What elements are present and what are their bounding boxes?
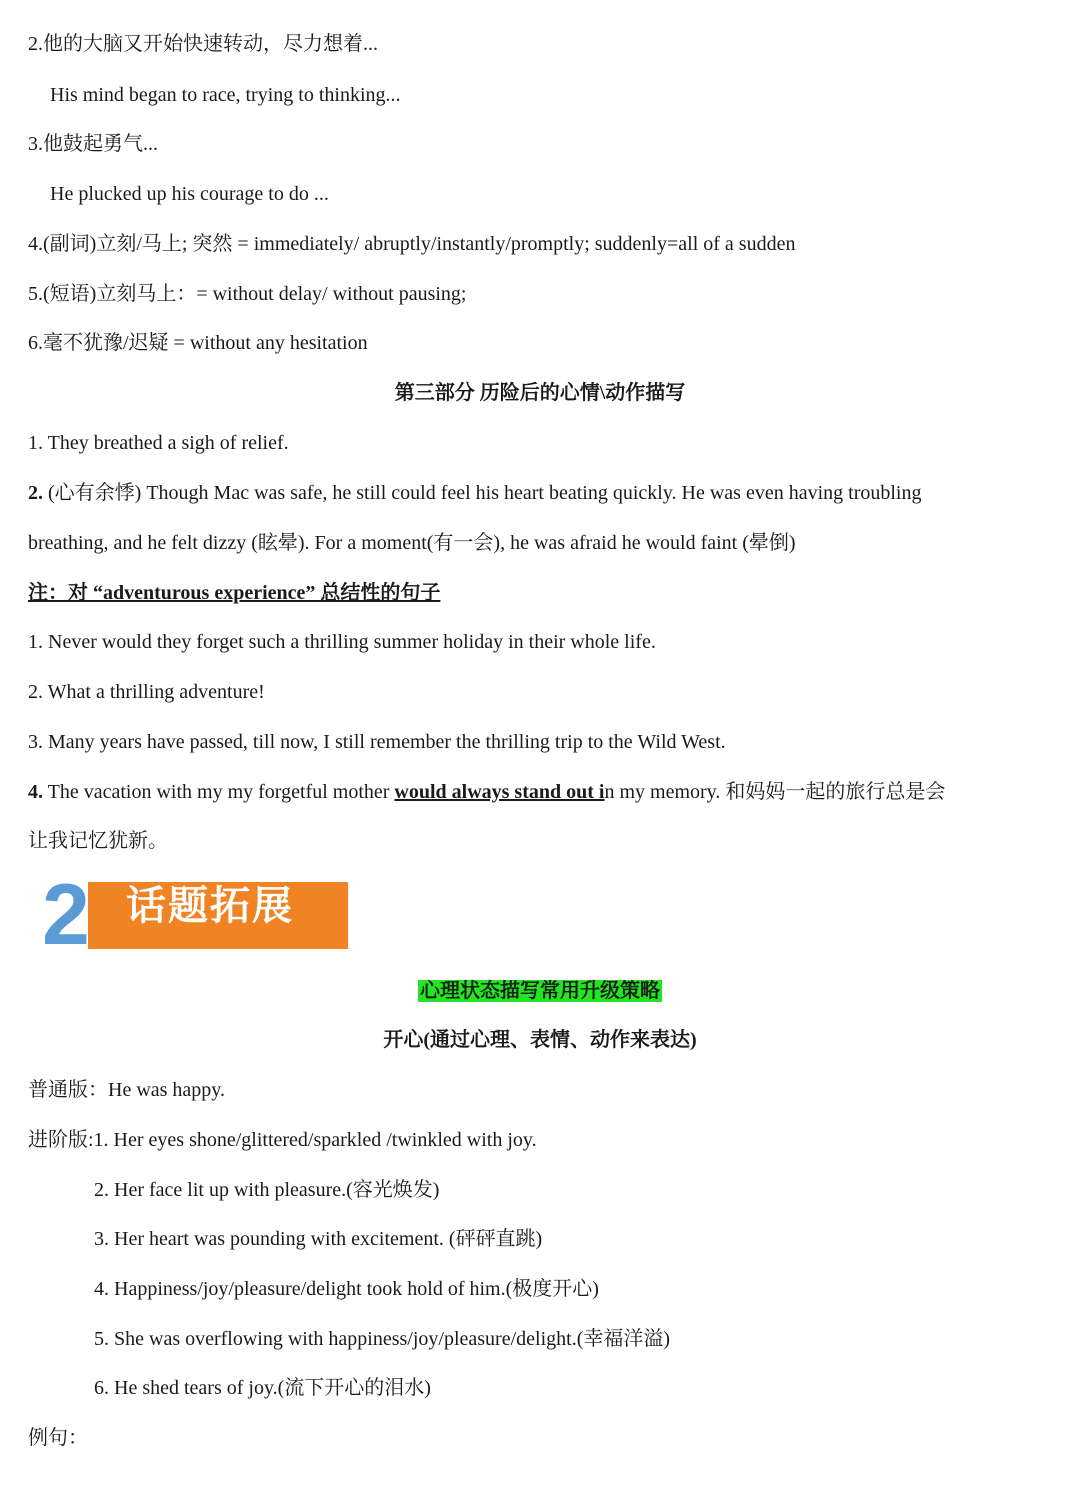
banner-title: 话题拓展 xyxy=(126,882,294,929)
banner-number: 2 xyxy=(42,867,90,963)
text-line: 4. Happiness/joy/pleasure/delight took hold of him.(极度开心) xyxy=(94,1278,599,1300)
item-number: 2. xyxy=(28,482,43,504)
text-line: 2. What a thrilling adventure! xyxy=(28,681,265,703)
text-line xyxy=(28,779,945,805)
text-line: 5.(短语)立刻马上：= without delay/ without pausing; xyxy=(28,283,467,305)
text-line: 2.他的大脑又开始快速转动，尽力想着... xyxy=(28,33,378,55)
text-line: breathing, and he felt dizzy (眩晕). For a moment(有一会), he was afraid he would faint (晕倒) xyxy=(28,532,796,554)
topic-subtitle: 开心(通过心理、表情、动作来表达) xyxy=(383,1029,697,1051)
text-line: 3.他鼓起勇气... xyxy=(28,133,158,155)
item-text: The vacation with my my forgetful mother xyxy=(43,781,395,803)
text-line: 5. She was overflowing with happiness/joy/pleasure/delight.(幸福洋溢) xyxy=(94,1328,671,1350)
section-heading: 第三部分 历险后的心情\动作描写 xyxy=(394,382,686,404)
text-line: 让我记忆犹新。 xyxy=(28,830,168,852)
item-text: n my memory. 和妈妈一起的旅行总是会 xyxy=(604,781,946,803)
text-line: He plucked up his courage to do ... xyxy=(50,183,329,205)
text-line: 2. Her face lit up with pleasure.(容光焕发) xyxy=(94,1179,440,1201)
topic-title xyxy=(0,978,1080,1004)
key-phrase: would always stand out i xyxy=(394,781,605,803)
highlighted-title: 心理状态描写常用升级策略 xyxy=(420,980,660,1002)
text-line: 6.毫不犹豫/迟疑 = without any hesitation xyxy=(28,332,368,354)
text-line: 1. Never would they forget such a thrilling summer holiday in their whole life. xyxy=(28,631,656,653)
text-line: 进阶版:1. Her eyes shone/glittered/sparkled /twinkled with joy. xyxy=(28,1129,537,1151)
item-number: 4. xyxy=(28,781,43,803)
text-line: 1. They breathed a sigh of relief. xyxy=(28,432,289,454)
text-line: His mind began to race, trying to thinking... xyxy=(50,84,401,106)
item-text: (心有余悸) Though Mac was safe, he still could feel his heart beating quickly. He was even having troubling xyxy=(43,482,922,504)
note-heading: 注：对 “adventurous experience” 总结性的句子 xyxy=(28,582,441,604)
text-line: 4.(副词)立刻/马上; 突然 = immediately/ abruptly/instantly/promptly; suddenly=all of a sudden xyxy=(28,233,796,255)
text-line xyxy=(28,480,921,506)
text-line: 3. Her heart was pounding with excitement. (砰砰直跳) xyxy=(94,1228,543,1250)
text-line: 3. Many years have passed, till now, I still remember the thrilling trip to the Wild West. xyxy=(28,731,726,753)
text-line: 6. He shed tears of joy.(流下开心的泪水) xyxy=(94,1377,431,1399)
text-line: 例句： xyxy=(28,1427,88,1449)
text-line: 普通版：He was happy. xyxy=(28,1079,226,1101)
